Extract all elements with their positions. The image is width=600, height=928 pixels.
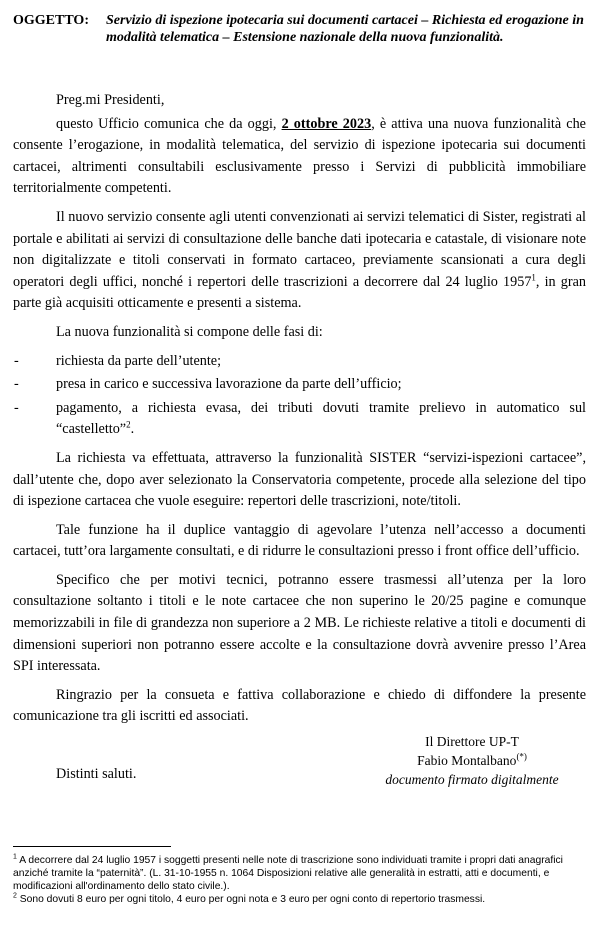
footnote-divider xyxy=(13,846,171,847)
paragraph-advantage: Tale funzione ha il duplice vantaggio di agevolare l’utenza nell’accesso a documenti cartacei, tutt’ora largamente consultati, e di ridurre le consultazioni presso i front office dell’ufficio. xyxy=(13,521,586,560)
closing-block xyxy=(13,728,586,790)
paragraph-announcement xyxy=(13,114,586,200)
list-item: - pagamento, a richiesta evasa, dei tributi dovuti tramite prelievo in automatico sul “castelletto”$^2$. xyxy=(13,398,586,441)
paragraph-thanks: Ringrazio per la consueta e fattiva collaborazione e chiedo di diffondere la presente comunicazione tra gli iscritti ed associati. xyxy=(13,686,586,725)
paragraph-announcement-end: , è attiva una nuova funzionalità che consente l’erogazione, in modalità telematica, del servizio di ispezione ipotecaria sui documenti cartacei, altrimenti consultabili esclusivamente presso i Servizi di pubblicità immobiliare territorialmente competenti. xyxy=(13,115,586,197)
paragraph-announcement-start: questo Ufficio comunica che da oggi, xyxy=(56,115,282,132)
paragraph-request: La richiesta va effettuata, attraverso la funzionalità SISTER “servizi-ispezioni cartacee”, dall’utente che, dopo aver selezionato la Conservatoria competente, procede alla selezione del tipo di ispezione cartacea che vuole eseguire: repertori delle trascrizioni, note/titoli. xyxy=(13,449,586,510)
footnotes xyxy=(13,854,588,906)
paragraph-service-start: Il nuovo servizio consente agli utenti convenzionati ai servizi telematici di Sister, registrati al portale e abilitati ai servizi di consultazione delle banche dati ipotecaria e catastale, di visionare note non digitalizzate e titoli conservati in formato cartaceo, previamente scansionati a cura degli operatori degli uffici, nonché i repertori delle trascrizioni a decorrere dal 24 luglio 1957 xyxy=(13,208,586,290)
phases-list xyxy=(13,351,586,441)
signature-block xyxy=(361,732,583,789)
signature-mark: (*) xyxy=(516,751,527,762)
signer-role: Il Direttore UP-T xyxy=(425,734,519,750)
paragraph-phases-intro: La nuova funzionalità si compone delle fasi di: xyxy=(56,323,323,340)
list-item: - presa in carico e successiva lavorazione da parte dell’ufficio; xyxy=(13,374,586,396)
footnote-1: $^1$ A decorrere dal 24 luglio 1957 i soggetti presenti nelle note di trascrizione sono individuati tramite i propri dati anagrafici anziché tramite la “paternità”. (L. 31-10-1955 n. 1064 Disposizioni relative alle generalità in estratti, atti e documenti, e modificazioni all'ordinamento dello stato civile.). xyxy=(13,853,563,892)
subject-label: OGGETTO: xyxy=(13,13,89,28)
signer-name-line xyxy=(361,751,583,770)
signer-name: Fabio Montalbano xyxy=(417,753,517,769)
paragraph-service xyxy=(13,207,586,315)
letter-body xyxy=(13,90,586,790)
footnote-2: $^2$ Sono dovuti 8 euro per ogni titolo, 4 euro per ogni nota e 3 euro per ogni conto di repertorio trasmessi. xyxy=(13,892,486,905)
list-item: - richiesta da parte dell’utente; xyxy=(13,351,586,373)
footnote-ref-2[interactable]: 2 xyxy=(126,419,131,430)
footnote-ref-1[interactable]: 1 xyxy=(531,272,536,283)
digital-signature-note: documento firmato digitalmente xyxy=(385,772,559,788)
paragraph-limits: Specifico che per motivi tecnici, potranno essere trasmessi all’utenza per la loro consultazione soltanto i titoli e le note cartacee che non superino le 20/25 pagine e comunque memorizzabili in file di grandezza non superiore a 2 MB. Le richieste relative a titoli e documenti di dimensioni superiori non potranno essere accolte e la consultazione dovrà avvenire presso l’Area SPI interessata. xyxy=(13,571,586,675)
greeting: Preg.mi Presidenti, xyxy=(56,92,165,108)
subject-block xyxy=(13,12,588,46)
paragraph-service-end: , in gran parte già acquisiti otticamente e presenti a sistema. xyxy=(13,273,586,312)
activation-date: 2 ottobre 2023 xyxy=(281,115,372,132)
subject-text: Servizio di ispezione ipotecaria sui documenti cartacei – Richiesta ed erogazione in modalità telematica – Estensione nazionale della nuova funzionalità. xyxy=(106,13,584,45)
closing-regards: Distinti saluti. xyxy=(56,766,137,783)
